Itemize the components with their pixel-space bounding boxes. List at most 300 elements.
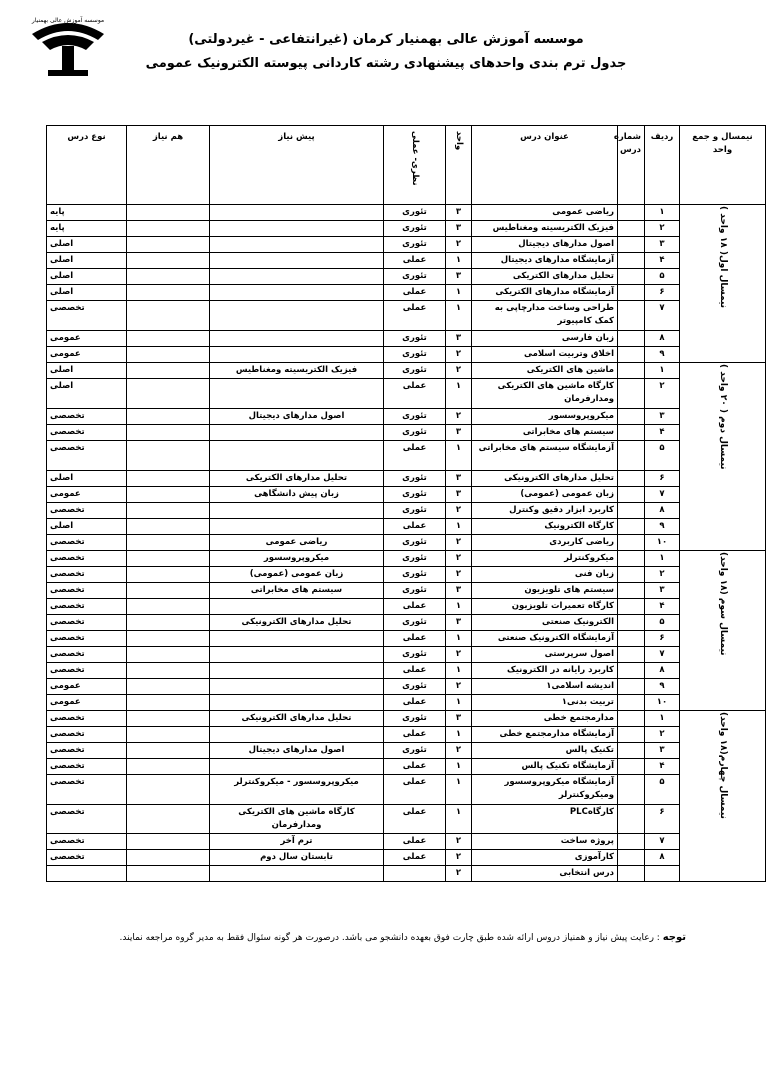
- cell-units: ۱: [446, 727, 472, 743]
- cell-type: تخصصی: [47, 805, 127, 834]
- cell-units: ۱: [446, 695, 472, 711]
- cell-code: [618, 269, 645, 285]
- cell-type: عمومی: [47, 347, 127, 363]
- cell-code: [618, 583, 645, 599]
- cell-course-name: آزمایشگاه سیستم های مخابراتی: [472, 441, 618, 471]
- cell-type: عمومی: [47, 679, 127, 695]
- header-kind: نظری- عملی: [384, 126, 446, 205]
- cell-type: تخصصی: [47, 301, 127, 331]
- cell-code: [618, 679, 645, 695]
- cell-type: تخصصی: [47, 711, 127, 727]
- cell-row: ۷: [645, 301, 680, 331]
- cell-row: ۳: [645, 237, 680, 253]
- cell-row: ۹: [645, 347, 680, 363]
- cell-prereq: [210, 347, 384, 363]
- table-row: [47, 711, 766, 727]
- table-row: [47, 301, 766, 331]
- table-row: [47, 237, 766, 253]
- cell-prereq: زبان پیش دانشگاهی: [210, 487, 384, 503]
- header-type: نوع درس: [47, 126, 127, 205]
- table-row: [47, 535, 766, 551]
- cell-course-name: اندیشه اسلامی۱: [472, 679, 618, 695]
- cell-prereq: [210, 519, 384, 535]
- cell-coreq: [127, 535, 210, 551]
- cell-units: ۲: [446, 363, 472, 379]
- cell-type: تخصصی: [47, 441, 127, 471]
- table-row: [47, 253, 766, 269]
- cell-code: [618, 441, 645, 471]
- header-units: واحد: [446, 126, 472, 205]
- table-row: [47, 471, 766, 487]
- cell-kind: عملی: [384, 805, 446, 834]
- table-row: [47, 834, 766, 850]
- table-row: [47, 425, 766, 441]
- cell-course-name: کارگاه تعمیرات تلویزیون: [472, 599, 618, 615]
- cell-prereq: [210, 695, 384, 711]
- cell-row: ۴: [645, 759, 680, 775]
- table-row: [47, 679, 766, 695]
- page-title: موسسه آموزش عالی بهمنیار کرمان (غیرانتفاعی - غیردولتی): [188, 32, 584, 47]
- cell-units: ۱: [446, 599, 472, 615]
- cell-kind: عملی: [384, 775, 446, 805]
- cell-course-name: مدارمجتمع خطی: [472, 711, 618, 727]
- header-row: ردیف: [645, 126, 680, 205]
- cell-row: ۵: [645, 775, 680, 805]
- cell-prereq: [210, 727, 384, 743]
- cell-coreq: [127, 363, 210, 379]
- semester-label: نیمسال سوم (۱۸ واحد): [718, 552, 728, 656]
- table-row: [47, 727, 766, 743]
- cell-row: ۲: [645, 221, 680, 237]
- cell-units: ۱: [446, 759, 472, 775]
- cell-kind: تئوری: [384, 711, 446, 727]
- cell-coreq: [127, 409, 210, 425]
- cell-code: [618, 759, 645, 775]
- cell-code: [618, 409, 645, 425]
- cell-coreq: [127, 599, 210, 615]
- cell-coreq: [127, 471, 210, 487]
- page-subtitle: جدول ترم بندی واحدهای پیشنهادی رشته کاردانی پیوسته الکترونیک عمومی: [145, 56, 627, 71]
- cell-type: اصلی: [47, 237, 127, 253]
- cell-code: [618, 363, 645, 379]
- cell-coreq: [127, 759, 210, 775]
- cell-kind: تئوری: [384, 615, 446, 631]
- cell-prereq: [210, 331, 384, 347]
- table-row: [47, 567, 766, 583]
- cell-type: اصلی: [47, 471, 127, 487]
- cell-code: [618, 551, 645, 567]
- cell-units: ۲: [446, 347, 472, 363]
- cell-units: ۳: [446, 711, 472, 727]
- cell-type: اصلی: [47, 363, 127, 379]
- cell-prereq: [210, 647, 384, 663]
- cell-coreq: [127, 805, 210, 834]
- cell-row: ۱: [645, 711, 680, 727]
- cell-row: ۵: [645, 269, 680, 285]
- cell-row: ۶: [645, 631, 680, 647]
- cell-kind: عملی: [384, 599, 446, 615]
- cell-coreq: [127, 347, 210, 363]
- cell-type: پایه: [47, 221, 127, 237]
- cell-coreq: [127, 850, 210, 866]
- cell-code: [618, 567, 645, 583]
- cell-code: [618, 663, 645, 679]
- cell-coreq: [127, 237, 210, 253]
- table-row: [47, 519, 766, 535]
- cell-prereq: [210, 679, 384, 695]
- cell-row: ۱: [645, 363, 680, 379]
- cell-coreq: [127, 647, 210, 663]
- semester-label: نیمسال اول( ۱۸ واحد ): [718, 206, 728, 309]
- cell-units: ۱: [446, 805, 472, 834]
- cell-row: ۱۰: [645, 695, 680, 711]
- cell-code: [618, 599, 645, 615]
- cell-type: تخصصی: [47, 743, 127, 759]
- cell-row: ۳: [645, 409, 680, 425]
- cell-type: تخصصی: [47, 567, 127, 583]
- cell-kind: تئوری: [384, 237, 446, 253]
- cell-code: [618, 850, 645, 866]
- cell-coreq: [127, 253, 210, 269]
- cell-row: ۷: [645, 834, 680, 850]
- cell-coreq: [127, 285, 210, 301]
- cell-units: ۲: [446, 647, 472, 663]
- cell-row: ۲: [645, 379, 680, 409]
- cell-row: ۸: [645, 850, 680, 866]
- cell-prereq: میکروپروسسور: [210, 551, 384, 567]
- cell-units: ۲: [446, 237, 472, 253]
- table-row: [47, 441, 766, 471]
- cell-type: پایه: [47, 205, 127, 221]
- cell-code: [618, 615, 645, 631]
- cell-kind: عملی: [384, 519, 446, 535]
- cell-kind: تئوری: [384, 743, 446, 759]
- cell-prereq: اصول مدارهای دیجیتال: [210, 409, 384, 425]
- cell-type: اصلی: [47, 269, 127, 285]
- cell-course-name: درس انتخابی: [472, 866, 618, 882]
- cell-coreq: [127, 441, 210, 471]
- table-row: [47, 363, 766, 379]
- cell-row: ۷: [645, 487, 680, 503]
- cell-row: ۵: [645, 615, 680, 631]
- cell-units: ۱: [446, 663, 472, 679]
- cell-units: ۳: [446, 615, 472, 631]
- cell-prereq: [210, 759, 384, 775]
- cell-type: تخصصی: [47, 583, 127, 599]
- cell-kind: عملی: [384, 759, 446, 775]
- cell-coreq: [127, 834, 210, 850]
- cell-coreq: [127, 487, 210, 503]
- table-row: [47, 551, 766, 567]
- cell-coreq: [127, 519, 210, 535]
- table-row: [47, 695, 766, 711]
- cell-prereq: [210, 301, 384, 331]
- table-row: [47, 850, 766, 866]
- header-coreq: هم نیاز: [127, 126, 210, 205]
- cell-prereq: [210, 441, 384, 471]
- table-row: [47, 503, 766, 519]
- cell-course-name: آزمایشگاه مدارمجتمع خطی: [472, 727, 618, 743]
- cell-row: ۷: [645, 647, 680, 663]
- cell-type: تخصصی: [47, 503, 127, 519]
- header-semester: نیمسال و جمع واحد: [680, 126, 766, 205]
- cell-coreq: [127, 221, 210, 237]
- cell-kind: عملی: [384, 695, 446, 711]
- cell-code: [618, 503, 645, 519]
- cell-units: ۲: [446, 535, 472, 551]
- cell-type: تخصصی: [47, 727, 127, 743]
- table-row: [47, 409, 766, 425]
- cell-prereq: [210, 503, 384, 519]
- cell-row: ۲: [645, 727, 680, 743]
- cell-units: ۳: [446, 425, 472, 441]
- cell-kind: تئوری: [384, 425, 446, 441]
- cell-kind: عملی: [384, 379, 446, 409]
- cell-code: [618, 631, 645, 647]
- cell-type: اصلی: [47, 285, 127, 301]
- cell-type: تخصصی: [47, 647, 127, 663]
- table-row: [47, 647, 766, 663]
- cell-prereq: ترم آخر: [210, 834, 384, 850]
- table-row: [47, 221, 766, 237]
- cell-prereq: [210, 866, 384, 882]
- cell-type: عمومی: [47, 487, 127, 503]
- cell-coreq: [127, 503, 210, 519]
- cell-row: ۶: [645, 471, 680, 487]
- cell-course-name: تکنیک پالس: [472, 743, 618, 759]
- cell-coreq: [127, 631, 210, 647]
- cell-kind: تئوری: [384, 487, 446, 503]
- cell-prereq: اصول مدارهای دیجیتال: [210, 743, 384, 759]
- table-row: [47, 379, 766, 409]
- cell-kind: عملی: [384, 285, 446, 301]
- cell-prereq: [210, 599, 384, 615]
- table-row: [47, 331, 766, 347]
- cell-row: ۶: [645, 805, 680, 834]
- cell-course-name: میکروکنترلر: [472, 551, 618, 567]
- cell-coreq: [127, 269, 210, 285]
- cell-type: تخصصی: [47, 775, 127, 805]
- cell-units: ۲: [446, 503, 472, 519]
- semester-label: نیمسال چهارم(۱۸ واحد): [718, 712, 728, 819]
- cell-row: ۸: [645, 331, 680, 347]
- cell-course-name: آزمایشگاه تکنیک پالس: [472, 759, 618, 775]
- cell-type: تخصصی: [47, 599, 127, 615]
- cell-course-name: آزمایشگاه مدارهای الکتریکی: [472, 285, 618, 301]
- cell-coreq: [127, 727, 210, 743]
- cell-course-name: تربیت بدنی۱: [472, 695, 618, 711]
- cell-course-name: کارگاه ماشین های الکتریکی ومدارفرمان: [472, 379, 618, 409]
- cell-course-name: اصول مدارهای دیجیتال: [472, 237, 618, 253]
- logo-text: موسسه آموزش عالی بهمنیار: [31, 17, 105, 24]
- note-label: توجه: [662, 932, 686, 943]
- footer-note: [0, 932, 686, 943]
- cell-course-name: زبان فارسی: [472, 331, 618, 347]
- cell-units: ۲: [446, 409, 472, 425]
- cell-kind: تئوری: [384, 535, 446, 551]
- semester-cell: [680, 363, 766, 551]
- cell-prereq: تحلیل مدارهای الکتریکی: [210, 471, 384, 487]
- cell-prereq: [210, 663, 384, 679]
- cell-prereq: [210, 237, 384, 253]
- cell-course-name: میکروپروسسور: [472, 409, 618, 425]
- cell-row: ۸: [645, 663, 680, 679]
- cell-code: [618, 775, 645, 805]
- cell-units: ۱: [446, 285, 472, 301]
- cell-units: ۱: [446, 775, 472, 805]
- cell-type: تخصصی: [47, 409, 127, 425]
- cell-kind: تئوری: [384, 363, 446, 379]
- cell-code: [618, 347, 645, 363]
- cell-kind: عملی: [384, 631, 446, 647]
- cell-kind: عملی: [384, 850, 446, 866]
- cell-units: ۱: [446, 379, 472, 409]
- cell-coreq: [127, 205, 210, 221]
- cell-coreq: [127, 679, 210, 695]
- cell-prereq: [210, 221, 384, 237]
- cell-type: عمومی: [47, 695, 127, 711]
- cell-row: ۳: [645, 743, 680, 759]
- cell-prereq: میکروپروسسور - میکروکنترلر: [210, 775, 384, 805]
- cell-course-name: ریاضی عمومی: [472, 205, 618, 221]
- cell-coreq: [127, 551, 210, 567]
- cell-course-name: اصول سرپرستی: [472, 647, 618, 663]
- cell-course-name: فیزیک الکتریسیته ومغناطیس: [472, 221, 618, 237]
- cell-coreq: [127, 379, 210, 409]
- cell-kind: عملی: [384, 441, 446, 471]
- cell-prereq: [210, 253, 384, 269]
- cell-kind: عملی: [384, 253, 446, 269]
- cell-course-name: تحلیل مدارهای الکترونیکی: [472, 471, 618, 487]
- cell-prereq: زبان عمومی (عمومی): [210, 567, 384, 583]
- cell-code: [618, 535, 645, 551]
- table-row: [47, 759, 766, 775]
- cell-units: ۱: [446, 519, 472, 535]
- cell-units: ۲: [446, 850, 472, 866]
- cell-code: [618, 379, 645, 409]
- cell-type: [47, 866, 127, 882]
- cell-row: ۴: [645, 599, 680, 615]
- cell-code: [618, 743, 645, 759]
- cell-row: ۴: [645, 425, 680, 441]
- cell-kind: تئوری: [384, 347, 446, 363]
- cell-code: [618, 237, 645, 253]
- cell-kind: تئوری: [384, 205, 446, 221]
- cell-course-name: ماشین های الکتریکی: [472, 363, 618, 379]
- cell-row: ۴: [645, 253, 680, 269]
- cell-type: عمومی: [47, 331, 127, 347]
- cell-units: ۲: [446, 679, 472, 695]
- semester-label: نیمسال دوم ( ۲۰ واحد ): [718, 364, 728, 470]
- cell-course-name: کارگاهPLC: [472, 805, 618, 834]
- cell-kind: تئوری: [384, 583, 446, 599]
- cell-units: ۳: [446, 269, 472, 285]
- cell-coreq: [127, 663, 210, 679]
- cell-course-name: سیستم های تلویزیون: [472, 583, 618, 599]
- cell-code: [618, 866, 645, 882]
- cell-kind: عملی: [384, 834, 446, 850]
- cell-code: [618, 253, 645, 269]
- cell-course-name: آزمایشگاه مدارهای دیجیتال: [472, 253, 618, 269]
- header-code: شماره درس: [618, 126, 645, 205]
- cell-units: ۳: [446, 221, 472, 237]
- cell-coreq: [127, 567, 210, 583]
- table-row: [47, 866, 766, 882]
- cell-prereq: [210, 631, 384, 647]
- table-row: [47, 743, 766, 759]
- cell-kind: [384, 866, 446, 882]
- cell-row: [645, 866, 680, 882]
- cell-units: ۱: [446, 301, 472, 331]
- cell-code: [618, 727, 645, 743]
- cell-code: [618, 487, 645, 503]
- cell-kind: تئوری: [384, 269, 446, 285]
- cell-code: [618, 695, 645, 711]
- cell-course-name: ریاضی کاربردی: [472, 535, 618, 551]
- cell-kind: عملی: [384, 727, 446, 743]
- cell-code: [618, 805, 645, 834]
- cell-kind: تئوری: [384, 409, 446, 425]
- cell-code: [618, 519, 645, 535]
- cell-coreq: [127, 301, 210, 331]
- note-text: : رعایت پیش نیاز و همنیاز دروس ارائه شده طبق چارت فوق بعهده دانشجو می باشد. درصورت هر گونه سئوال فقط به مدیر گروه مراجعه نمایند.: [119, 933, 660, 943]
- table-row: [47, 663, 766, 679]
- table-row: [47, 347, 766, 363]
- semester-cell: [680, 551, 766, 711]
- cell-course-name: سیستم های مخابراتی: [472, 425, 618, 441]
- cell-prereq: تحلیل مدارهای الکترونیکی: [210, 615, 384, 631]
- cell-units: ۳: [446, 583, 472, 599]
- cell-type: اصلی: [47, 519, 127, 535]
- cell-course-name: آزمایشگاه میکروپروسسور ومیکروکنترلر: [472, 775, 618, 805]
- cell-course-name: کارآموزی: [472, 850, 618, 866]
- cell-kind: تئوری: [384, 647, 446, 663]
- cell-row: ۳: [645, 583, 680, 599]
- curriculum-table: [46, 125, 766, 882]
- semester-cell: [680, 711, 766, 882]
- cell-prereq: [210, 425, 384, 441]
- cell-prereq: [210, 269, 384, 285]
- cell-kind: تئوری: [384, 471, 446, 487]
- cell-units: ۳: [446, 487, 472, 503]
- cell-kind: عملی: [384, 663, 446, 679]
- cell-code: [618, 647, 645, 663]
- cell-row: ۹: [645, 679, 680, 695]
- cell-prereq: تحلیل مدارهای الکترونیکی: [210, 711, 384, 727]
- cell-course-name: کاربرد ابزار دقیق وکنترل: [472, 503, 618, 519]
- cell-row: ۵: [645, 441, 680, 471]
- cell-units: ۱: [446, 631, 472, 647]
- cell-course-name: طراحی وساخت مدارچاپی به کمک کامپیوتر: [472, 301, 618, 331]
- cell-course-name: اخلاق وتربیت اسلامی: [472, 347, 618, 363]
- cell-prereq: تابستان سال دوم: [210, 850, 384, 866]
- semester-cell: [680, 205, 766, 363]
- cell-units: ۲: [446, 567, 472, 583]
- cell-type: تخصصی: [47, 834, 127, 850]
- cell-units: ۲: [446, 551, 472, 567]
- cell-row: ۹: [645, 519, 680, 535]
- cell-row: ۱۰: [645, 535, 680, 551]
- cell-type: اصلی: [47, 379, 127, 409]
- cell-type: تخصصی: [47, 615, 127, 631]
- cell-units: ۳: [446, 331, 472, 347]
- cell-code: [618, 331, 645, 347]
- cell-coreq: [127, 331, 210, 347]
- table-row: [47, 205, 766, 221]
- cell-course-name: زبان فنی: [472, 567, 618, 583]
- cell-row: ۶: [645, 285, 680, 301]
- cell-prereq: [210, 285, 384, 301]
